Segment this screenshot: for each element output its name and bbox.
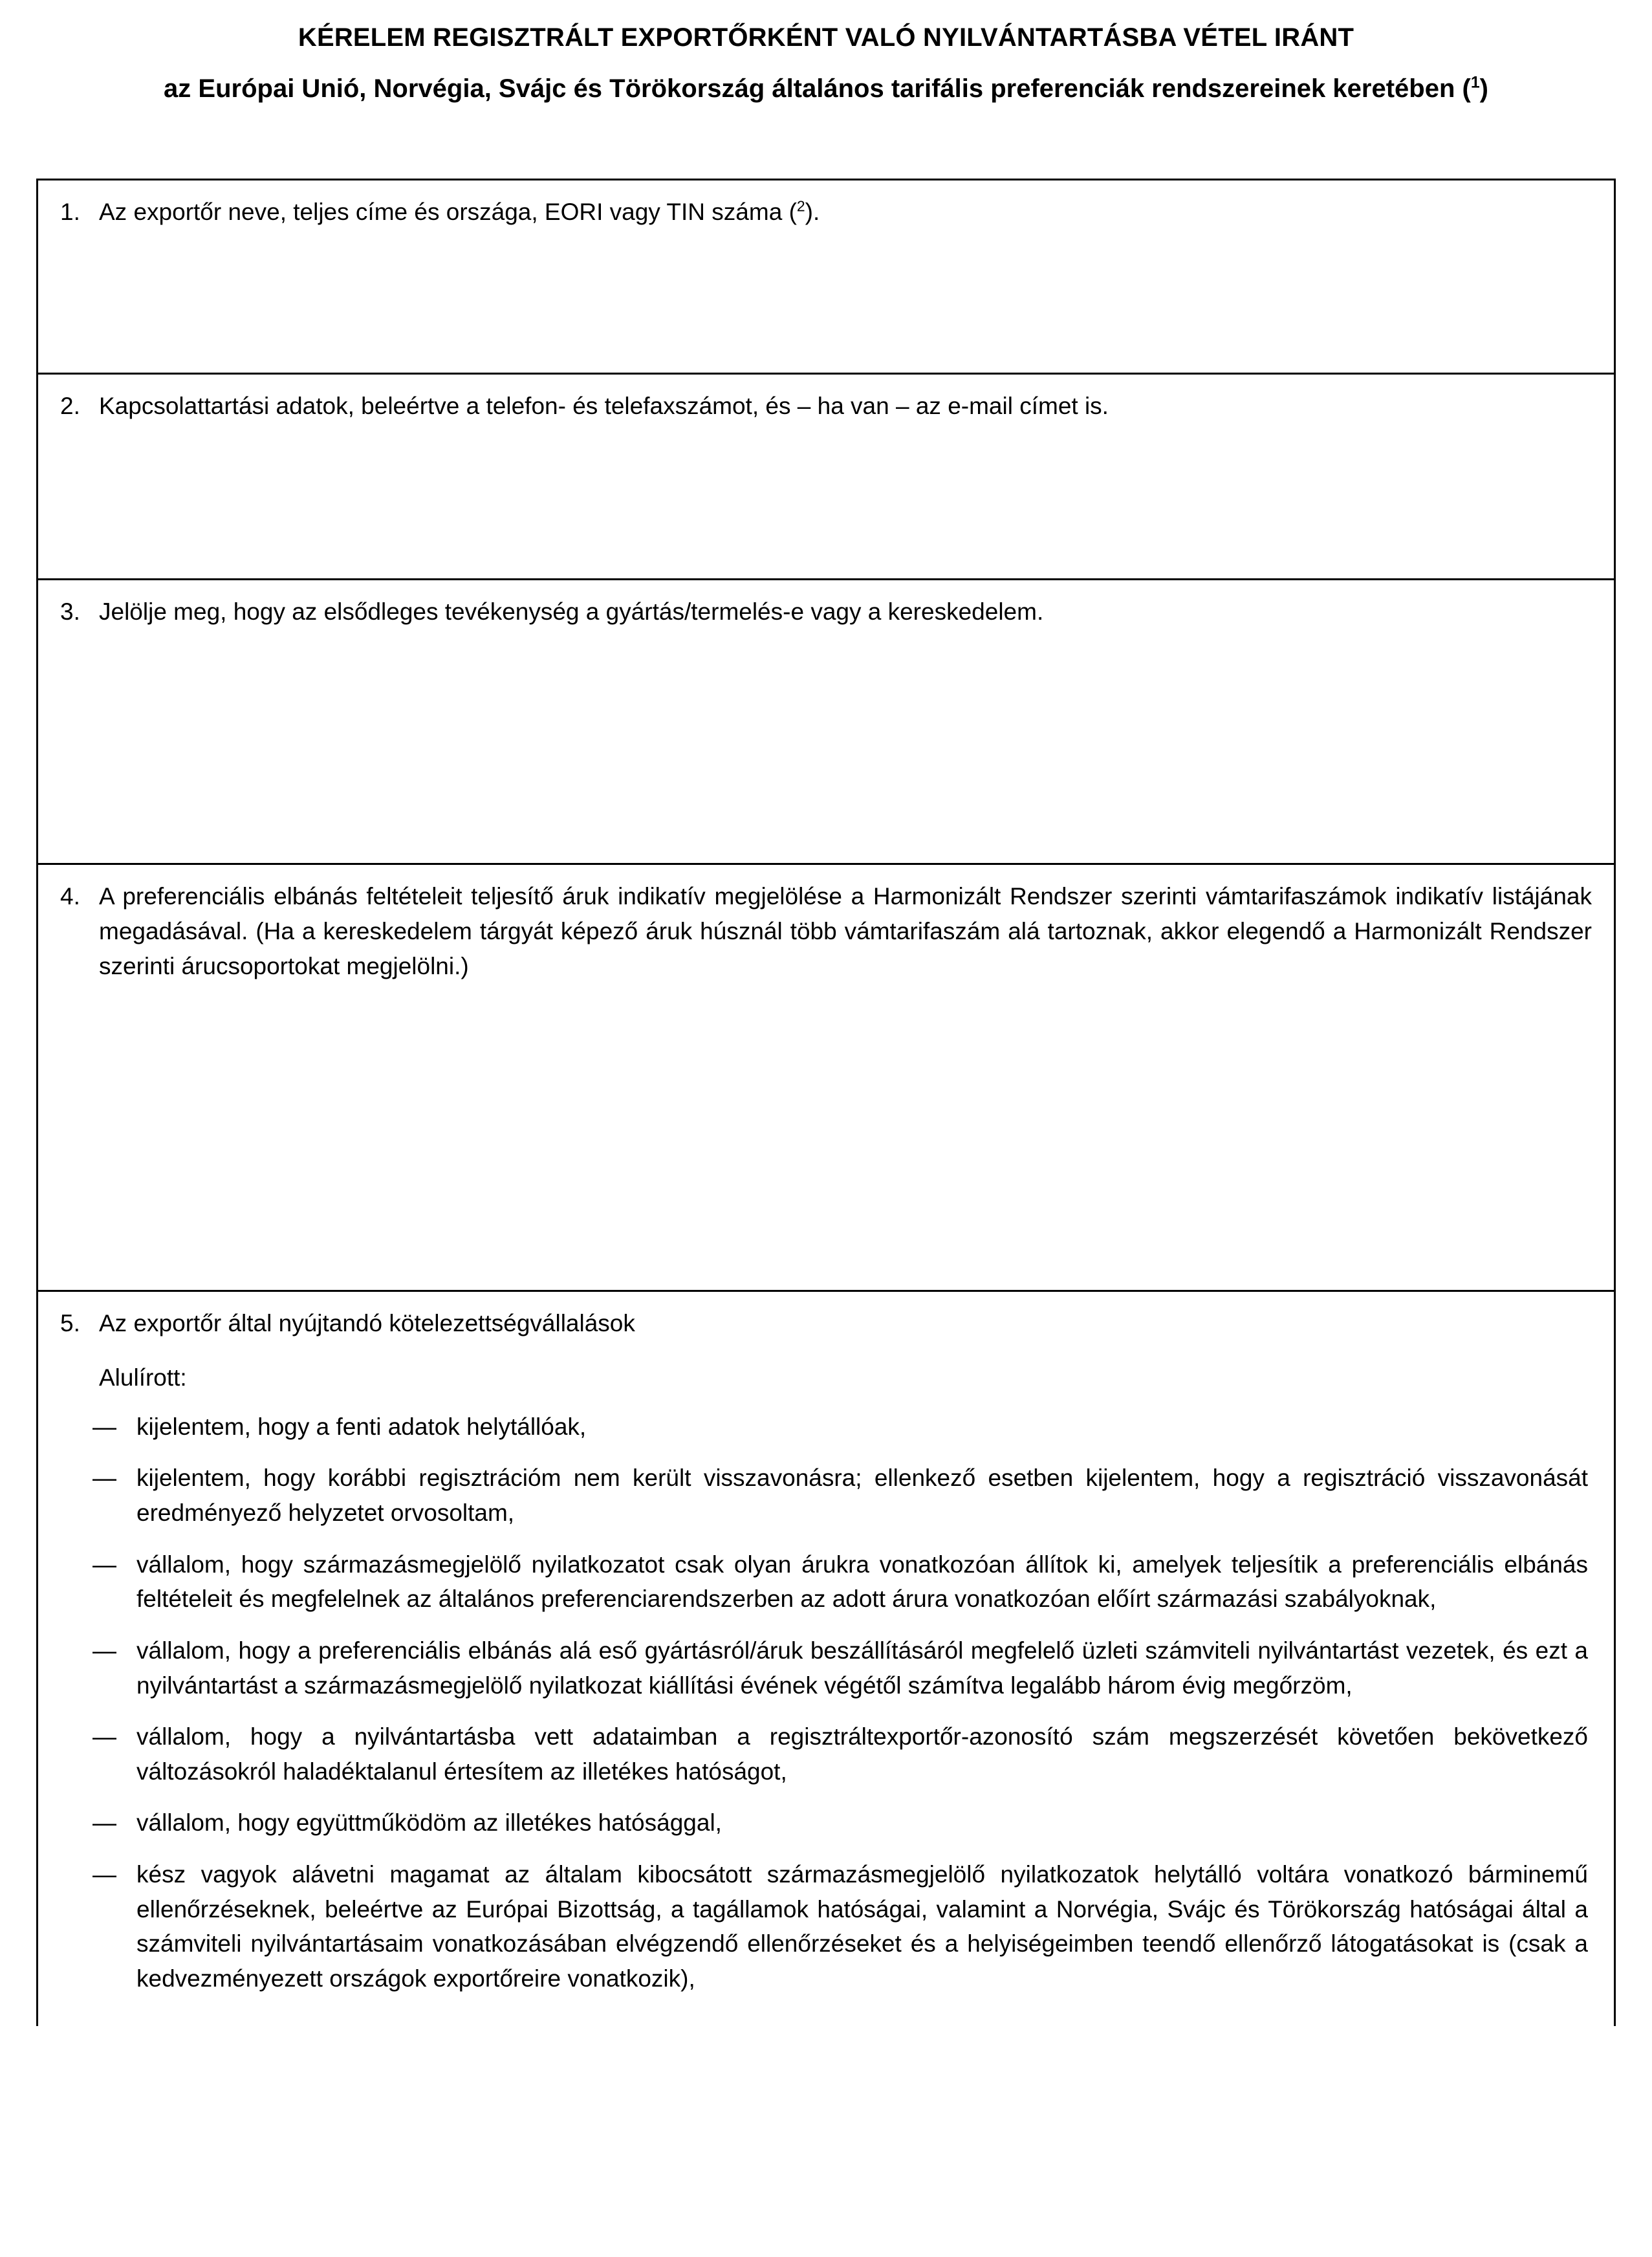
commitment-text: vállalom, hogy a preferenciális elbánás alá eső gyártásról/áruk beszállításáról megfelelő üzleti számviteli nyilvántartást vezetek, és ezt a nyilvántartást a származásmegjelölő nyilatkozat kiállítási évének végétől számítva legalább három évig megőrzöm,	[136, 1637, 1588, 1699]
list-item	[60, 1410, 1592, 1445]
list-item	[60, 1805, 1592, 1840]
list-item	[60, 1857, 1592, 1996]
field-1-number: 1.	[60, 199, 80, 226]
field-2-number: 2.	[60, 393, 80, 420]
field-1-footnote-marker: 2	[796, 198, 805, 215]
commitment-text: kijelentem, hogy korábbi regisztrációm nem került visszavonásra; ellenkező esetben kijelentem, hogy a regisztráció visszavonását eredményező helyzetet orvosoltam,	[136, 1465, 1588, 1526]
field-4-heading	[60, 879, 1592, 983]
field-4-label: A preferenciális elbánás feltételeit teljesítő áruk indikatív megjelölése a Harmonizált Rendszer szerinti vámtarifaszámok indikatív listájának megadásával. (Ha a kereskedelem tárgyát képező áruk húsznál több vámtarifaszám alá tartoznak, akkor elegendő a Harmonizált Rendszer szerinti árucsoportokat megjelölni.)	[99, 883, 1592, 979]
dash-bullet-icon: —	[92, 1551, 116, 1578]
field-5-heading	[60, 1306, 1592, 1341]
field-4-number: 4.	[60, 883, 80, 910]
page-subtitle	[36, 72, 1616, 107]
subtitle-text: az Európai Unió, Norvégia, Svájc és Törökország általános tarifális preferenciák rendszereinek keretében (	[164, 74, 1471, 103]
field-1-label-end: ).	[805, 199, 820, 226]
dash-bullet-icon: —	[92, 1465, 116, 1492]
dash-bullet-icon: —	[92, 1637, 116, 1664]
field-1-heading	[60, 195, 1592, 230]
subtitle-footnote-marker: 1	[1470, 74, 1480, 92]
list-item	[60, 1547, 1592, 1617]
commitments-list	[60, 1410, 1592, 1996]
form-field-4[interactable]	[38, 865, 1614, 1292]
dash-bullet-icon: —	[92, 1723, 116, 1750]
list-item	[60, 1719, 1592, 1789]
field-5-sub-label: Alulírott:	[99, 1364, 187, 1391]
field-3-number: 3.	[60, 598, 80, 626]
form-field-3[interactable]	[38, 580, 1614, 865]
field-5-number: 5.	[60, 1310, 80, 1337]
field-2-heading	[60, 389, 1592, 424]
field-3-heading	[60, 594, 1592, 629]
form-field-5[interactable]	[38, 1292, 1614, 2025]
commitment-text: vállalom, hogy a nyilvántartásba vett adataimban a regisztráltexportőr-azonosító szám megszerzését követően bekövetkező változásokról haladéktalanul értesítem az illetékes hatóságot,	[136, 1723, 1588, 1785]
dash-bullet-icon: —	[92, 1861, 116, 1888]
list-item	[60, 1461, 1592, 1530]
form-field-2[interactable]	[38, 375, 1614, 580]
field-5-label: Az exportőr által nyújtandó kötelezettségvállalások	[99, 1310, 635, 1337]
commitment-text: kész vagyok alávetni magamat az általam kibocsátott származásmegjelölő nyilatkozatok helytálló voltára vonatkozó bárminemű ellenőrzéseknek, beleértve az Európai Bizottság, a tagállamok hatóságai, valamint a Norvégia, Svájc és Törökország hatóságai által a számviteli nyilvántartásaim vonatkozásában elvégzendő ellenőrzéseket és a helyiségeimben teendő ellenőrző látogatásokat is (csak a kedvezményezett országok exportőreire vonatkozik),	[136, 1861, 1588, 1992]
list-item	[60, 1633, 1592, 1703]
field-1-label	[99, 195, 1592, 230]
commitment-text: kijelentem, hogy a fenti adatok helytállóak,	[136, 1413, 587, 1440]
page-title: KÉRELEM REGISZTRÁLT EXPORTŐRKÉNT VALÓ NYILVÁNTARTÁSBA VÉTEL IRÁNT	[298, 23, 1354, 52]
form-field-1[interactable]	[38, 180, 1614, 375]
field-3-label: Jelölje meg, hogy az elsődleges tevékenység a gyártás/termelés-e vagy a kereskedelem.	[99, 598, 1044, 626]
commitment-text: vállalom, hogy együttműködöm az illetékes hatósággal,	[136, 1809, 722, 1837]
dash-bullet-icon: —	[92, 1809, 116, 1837]
subtitle-text-end: )	[1479, 74, 1488, 103]
field-2-label: Kapcsolattartási adatok, beleértve a telefon- és telefaxszámot, és – ha van – az e-mail címet is.	[99, 393, 1109, 420]
commitment-text: vállalom, hogy származásmegjelölő nyilatkozatot csak olyan árukra vonatkozóan állítok ki, amelyek teljesítik a preferenciális elbánás feltételeit és megfelelnek az általános preferenciarendszerben az adott árura vonatkozóan előírt származási szabályoknak,	[136, 1551, 1588, 1613]
field-1-label-text: Az exportőr neve, teljes címe és országa, EORI vagy TIN száma (	[99, 199, 797, 226]
dash-bullet-icon: —	[92, 1413, 116, 1440]
form-fields-table	[36, 179, 1616, 2025]
